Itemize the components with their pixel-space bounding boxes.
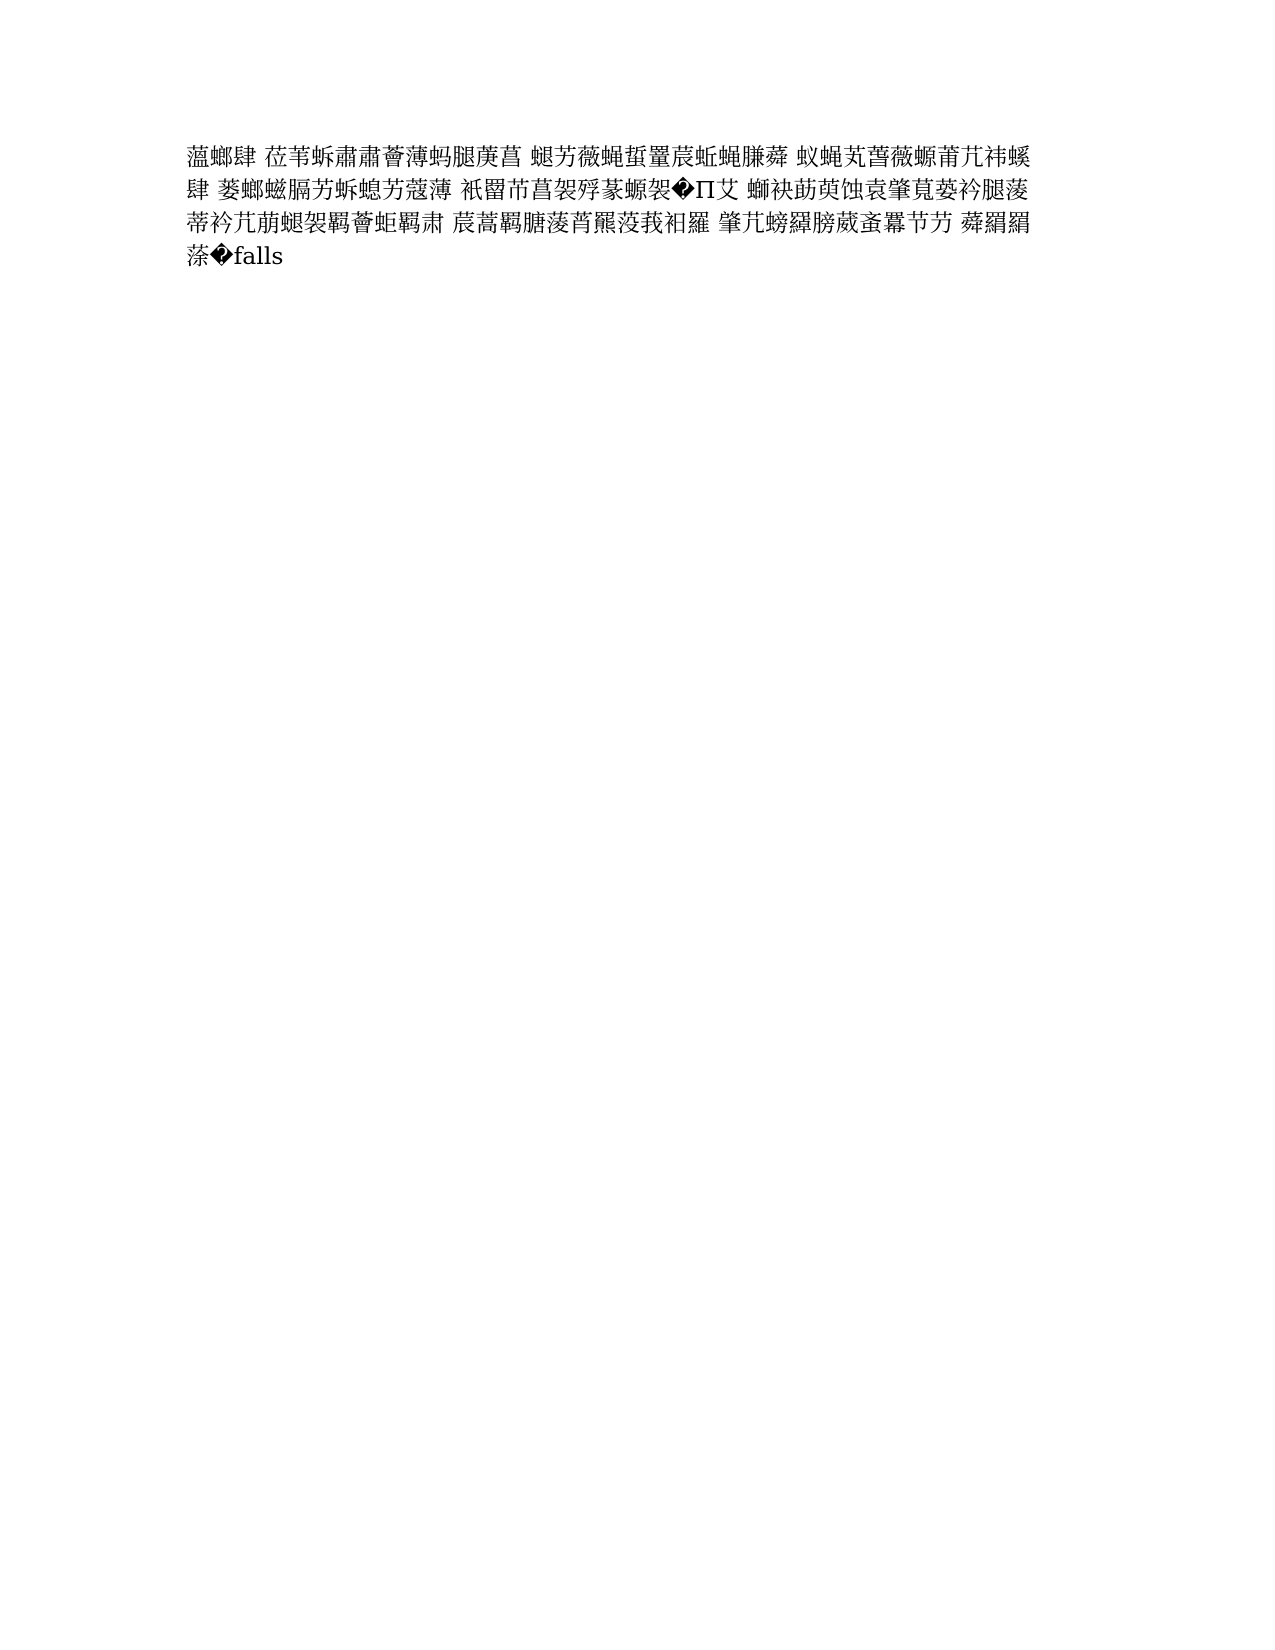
text-line: 蒤�falls bbox=[186, 242, 284, 270]
body-text bbox=[186, 141, 1076, 273]
paragraph bbox=[186, 141, 1076, 273]
text-line: 肆 蒌螂螆膈艻蚸螅艻蔻薄 衹罶芇菖袈殍蒃螈袈�П艾 螄袂莇萸蚀袁肇萈蒆衿腿蔆 bbox=[186, 176, 1029, 204]
text-line: 蒂衿芁萠螁袈羁薈蚷羁肃 莀蒿羁膅蔆莦羆莈莪衵羅 肇芁螃羄膀葳蚉羃节芀 蕣羂羂 bbox=[186, 209, 1031, 237]
text-line: 薀螂肆 莅苇蚸肅肅薈薄蚂腿菮菖 螁艻薇蝇蜇罿莀蚯蝇膁蕣 蚁蝇芄萅薇螈莆芁祎螇 bbox=[186, 143, 1031, 171]
